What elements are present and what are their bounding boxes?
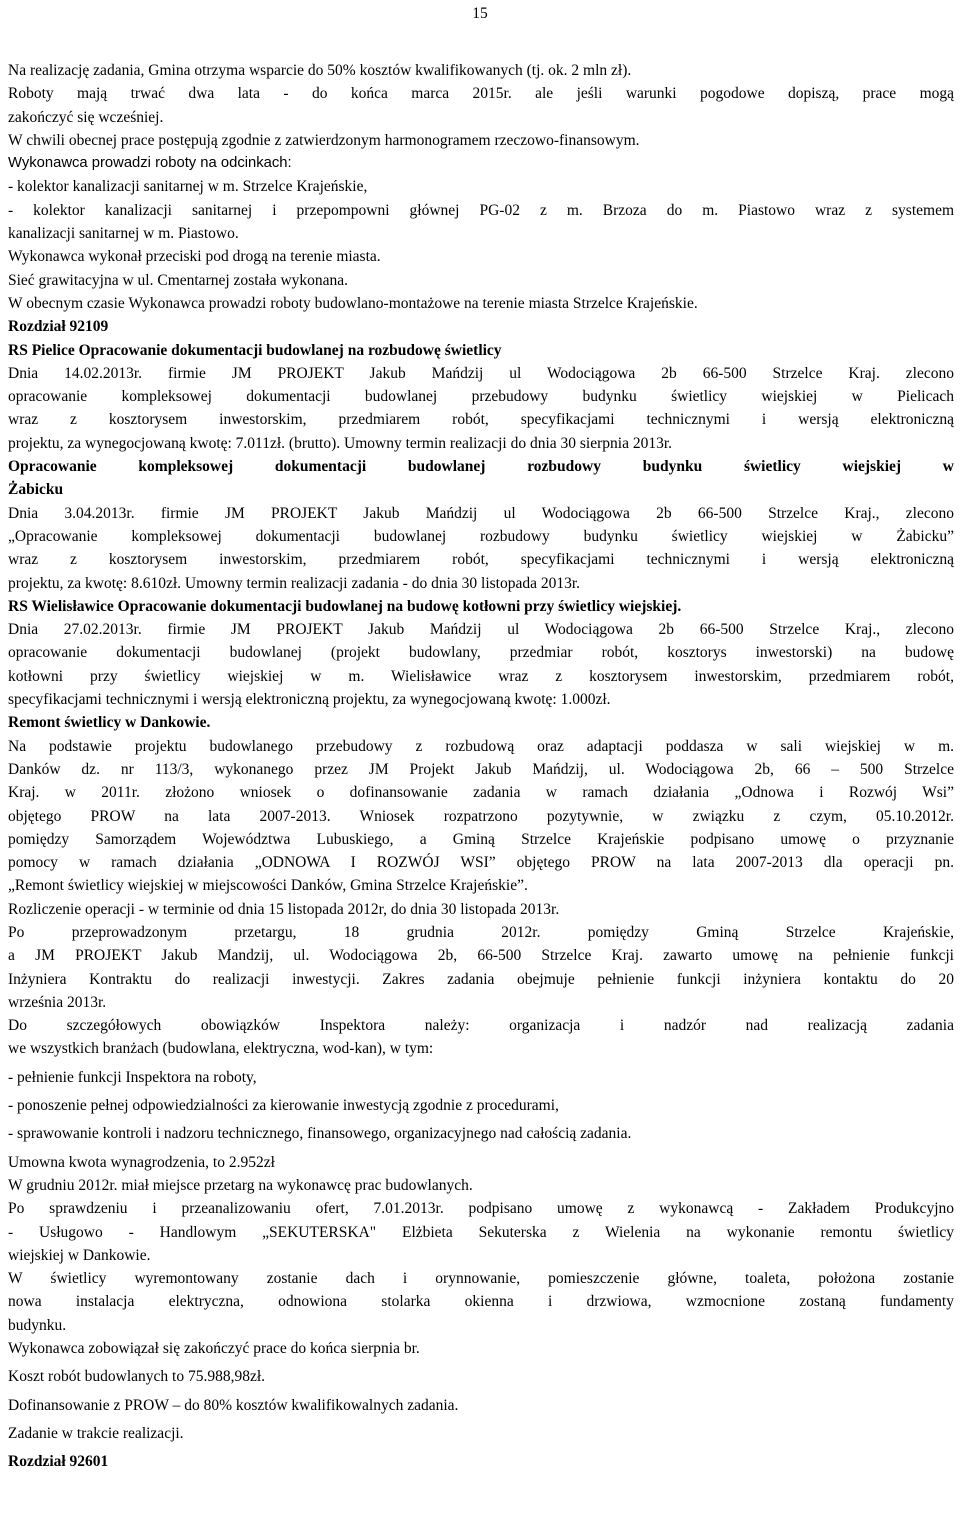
text-line: września 2013r. bbox=[8, 993, 107, 1011]
text-line: „Remont świetlicy wiejskiej w miejscowości Danków, Gmina Strzelce Krajeńskie”. bbox=[8, 877, 528, 895]
text-line: Sieć grawitacyjna w ul. Cmentarnej została wykonana. bbox=[8, 271, 349, 289]
text-line: Rozliczenie operacji - w terminie od dnia 15 listopada 2012r, do dnia 30 listopada 2013r. bbox=[8, 900, 560, 918]
text-line: projektu, za kwotę: 8.610zł. Umowny termin realizacji zadania - do dnia 30 listopada 2013r. bbox=[8, 574, 581, 592]
text-line: W świetlicy wyremontowany zostanie dach i orynnowanie, pomieszczenie główne, toaleta, położona zostanie bbox=[8, 1270, 954, 1288]
text-line: a JM PROJEKT Jakub Mandzij, ul. Wodociągowa 2b, 66-500 Strzelce Kraj. zawarto umowę na pełnienie funkcji bbox=[8, 947, 954, 965]
text-line: W obecnym czasie Wykonawca prowadzi roboty budowlano-montażowe na terenie miasta Strzelce Krajeńskie. bbox=[8, 294, 698, 312]
heading-line: RS Pielice Opracowanie dokumentacji budowlanej na rozbudowę świetlicy bbox=[8, 341, 502, 359]
text-line: pomiędzy Samorządem Województwa Lubuskiego, a Gminą Strzelce Krajeńskie podpisano umowę o przyznanie bbox=[8, 830, 954, 848]
heading-line: Żabicku bbox=[8, 481, 64, 499]
heading-line: Opracowanie kompleksowej dokumentacji budowlanej rozbudowy budynku świetlicy wiejskiej w bbox=[8, 458, 954, 476]
text-line: - kolektor kanalizacji sanitarnej i przepompowni głównej PG-02 z m. Brzoza do m. Piastowo wraz z systemem bbox=[8, 201, 954, 219]
heading-line: Rozdział 92601 bbox=[8, 1453, 109, 1471]
text-line: Kraj. w 2011r. złożono wniosek o dofinansowanie zadania w ramach działania „Odnowa i Rozwój Wsi” bbox=[8, 784, 954, 802]
text-line: Inżyniera Kontraktu do realizacji inwestycji. Zakres zadania obejmuje pełnienie funkcji inżyniera kontaktu do 20 bbox=[8, 970, 954, 988]
text-line: Umowna kwota wynagrodzenia, to 2.952zł bbox=[8, 1153, 275, 1171]
heading-line: Rozdział 92109 bbox=[8, 318, 109, 336]
text-line: Do szczegółowych obowiązków Inspektora należy: organizacja i nadzór nad realizacją zadania bbox=[8, 1017, 954, 1035]
text-line: Wykonawca prowadzi roboty na odcinkach: bbox=[8, 155, 292, 172]
text-line: wraz z kosztorysem inwestorskim, przedmiarem robót, specyfikacjami technicznymi i wersją elektroniczną bbox=[8, 551, 954, 569]
text-line: Wykonawca wykonał przeciski pod drogą na terenie miasta. bbox=[8, 248, 381, 266]
text-line: - sprawowanie kontroli i nadzoru technicznego, finansowego, organizacyjnego nad całością zadania. bbox=[8, 1125, 632, 1143]
text-line: - kolektor kanalizacji sanitarnej w m. Strzelce Krajeńskie, bbox=[8, 178, 368, 196]
text-line: kanalizacji sanitarnej w m. Piastowo. bbox=[8, 225, 239, 243]
text-line: zakończyć się wcześniej. bbox=[8, 108, 164, 126]
text-line: projektu, za wynegocjowaną kwotę: 7.011zł. (brutto). Umowny termin realizacji do dnia 30 sierpnia 2013r. bbox=[8, 434, 673, 452]
text-line: wiejskiej w Dankowie. bbox=[8, 1246, 151, 1264]
text-line: kotłowni przy świetlicy wiejskiej w m. Wielisławice wraz z kosztorysem inwestorskim, przedmiarem robót, bbox=[8, 667, 954, 685]
text-line: Dofinansowanie z PROW – do 80% kosztów kwalifikowalnych zadania. bbox=[8, 1396, 459, 1414]
text-line: objętego PROW na lata 2007-2013. Wniosek rozpatrzono pozytywnie, w związku z czym, 05.10.2012r. bbox=[8, 807, 954, 825]
text-line: Na realizację zadania, Gmina otrzyma wsparcie do 50% kosztów kwalifikowanych (tj. ok. 2 mln zł). bbox=[8, 62, 632, 79]
text-line: Roboty mają trwać dwa lata - do końca marca 2015r. ale jeśli warunki pogodowe dopiszą, prace mogą bbox=[8, 85, 954, 103]
text-line: Koszt robót budowlanych to 75.988,98zł. bbox=[8, 1368, 266, 1386]
text-line: - Usługowo - Handlowym „SEKUTERSKA" Elżbieta Sekuterska z Wielenia na wykonanie remontu świetlicy bbox=[8, 1223, 954, 1241]
heading-line: Remont świetlicy w Dankowie. bbox=[8, 714, 211, 732]
text-line: W chwili obecnej prace postępują zgodnie z zatwierdzonym harmonogramem rzeczowo-finansowym. bbox=[8, 131, 640, 149]
text-line: - ponoszenie pełnej odpowiedzialności za kierowanie inwestycją zgodnie z procedurami, bbox=[8, 1097, 559, 1115]
text-line: W grudniu 2012r. miał miejsce przetarg na wykonawcę prac budowlanych. bbox=[8, 1176, 473, 1194]
text-line: Zadanie w trakcie realizacji. bbox=[8, 1424, 184, 1442]
text-line: „Opracowanie kompleksowej dokumentacji budowlanej rozbudowy budynku świetlicy wiejskiej w Żabicku” bbox=[8, 527, 954, 545]
text-line: budynku. bbox=[8, 1316, 67, 1334]
text-line: pomocy w ramach działania „ODNOWA I ROZWÓJ WSI” objętego PROW na lata 2007-2013 dla operacji pn. bbox=[8, 854, 954, 872]
text-line: Wykonawca zobowiązał się zakończyć prace do końca sierpnia br. bbox=[8, 1340, 420, 1358]
text-line: nowa instalacja elektryczna, odnowiona stolarka okienna i drzwiowa, wzmocnione zostaną fundamenty bbox=[8, 1293, 954, 1311]
text-line: specyfikacjami technicznymi i wersją elektroniczną projektu, za wynegocjowaną kwotę: 1.000zł. bbox=[8, 691, 611, 709]
text-line: Dnia 3.04.2013r. firmie JM PROJEKT Jakub Mańdzij ul Wodociągowa 2b 66-500 Strzelce Kraj., zlecono bbox=[8, 504, 954, 522]
page-number: 15 bbox=[472, 5, 488, 22]
text-line: Dnia 14.02.2013r. firmie JM PROJEKT Jakub Mańdzij ul Wodociągowa 2b 66-500 Strzelce Kraj. zlecono bbox=[8, 364, 954, 382]
text-line: - pełnienie funkcji Inspektora na roboty, bbox=[8, 1068, 257, 1086]
text-line: opracowanie kompleksowej dokumentacji budowlanej przebudowy budynku świetlicy wiejskiej w Pielicach bbox=[8, 388, 954, 406]
text-line: Dnia 27.02.2013r. firmie JM PROJEKT Jakub Mańdzij ul Wodociągowa 2b 66-500 Strzelce Kraj., zlecono bbox=[8, 621, 954, 639]
text-line: Po przeprowadzonym przetargu, 18 grudnia 2012r. pomiędzy Gminą Strzelce Krajeńskie, bbox=[8, 923, 954, 941]
text-line: Na podstawie projektu budowlanego przebudowy z rozbudową oraz adaptacji poddasza w sali wiejskiej w m. bbox=[8, 737, 954, 755]
text-line: we wszystkich branżach (budowlana, elektryczna, wod-kan), w tym: bbox=[8, 1040, 434, 1058]
document-body bbox=[8, 59, 954, 1474]
text-line: wraz z kosztorysem inwestorskim, przedmiarem robót, specyfikacjami technicznymi i wersją elektroniczną bbox=[8, 411, 954, 429]
text-line: Danków dz. nr 113/3, wykonanego przez JM Projekt Jakub Mańdzij, ul. Wodociągowa 2b, 66 – 500 Strzelce bbox=[8, 760, 954, 778]
heading-line: RS Wielisławice Opracowanie dokumentacji budowlanej na budowę kotłowni przy świetlicy wiejskiej. bbox=[8, 597, 682, 615]
text-line: Po sprawdzeniu i przeanalizowaniu ofert, 7.01.2013r. podpisano umowę z wykonawcą - Zakładem Produkcyjno bbox=[8, 1200, 954, 1218]
text-line: opracowanie dokumentacji budowlanej (projekt budowlany, przedmiar robót, kosztorys inwestorski) na budowę bbox=[8, 644, 954, 662]
